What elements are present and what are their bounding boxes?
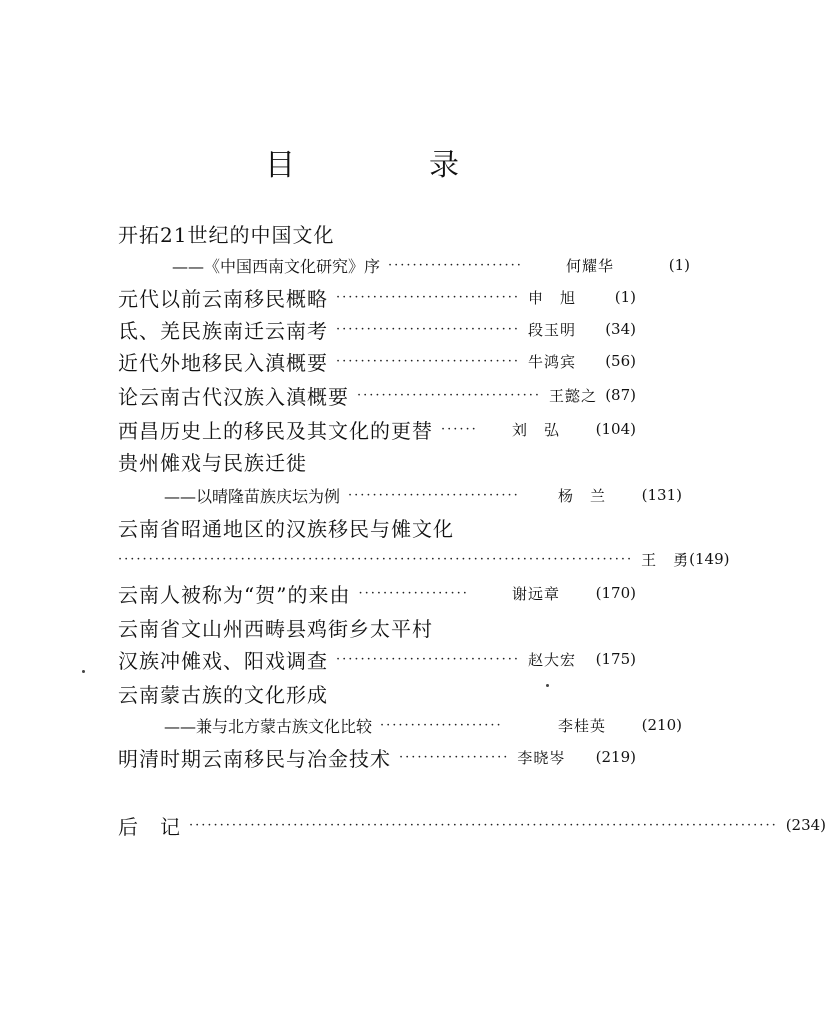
- toc-entry[interactable]: [118, 678, 636, 708]
- toc-entry-page: (175): [595, 650, 636, 668]
- toc-entry-author: 刘 弘: [512, 420, 561, 439]
- toc-entry-page: (1): [614, 288, 636, 306]
- toc-entry[interactable]: [118, 480, 682, 510]
- toc-entry-title: 云南省昭通地区的汉族移民与傩文化: [118, 516, 454, 541]
- toc-entry[interactable]: [118, 544, 730, 574]
- toc-leader-dots: ································································································: [189, 817, 778, 833]
- toc-entry-subtitle: ——《中国西南文化研究》序: [172, 256, 381, 276]
- toc-entry[interactable]: [118, 644, 636, 674]
- toc-entry-title: 西昌历史上的移民及其文化的更替: [118, 418, 433, 443]
- toc-entry[interactable]: [118, 380, 636, 410]
- toc-entry-author: 李晓岑: [517, 748, 566, 767]
- toc-entry-page: (234): [785, 816, 826, 834]
- toc-leader-dots: ····················: [380, 717, 503, 733]
- toc-entry-page: (170): [595, 584, 636, 602]
- page-title: 目 录: [265, 148, 511, 183]
- toc-entry-title: 后 记: [118, 814, 181, 839]
- toc-entry-author: 赵大宏: [527, 650, 576, 669]
- toc-entry-title: 云南蒙古族的文化形成: [118, 682, 328, 707]
- toc-entry[interactable]: [118, 218, 636, 248]
- toc-entry[interactable]: [118, 250, 690, 280]
- toc-entry-author: 何耀华: [566, 256, 615, 275]
- toc-entry-author: 段玉明: [527, 320, 576, 339]
- toc-entry-title: 贵州傩戏与民族迁徙: [118, 450, 307, 475]
- toc-leader-dots: ····························: [348, 487, 520, 503]
- toc-entry-page: (1): [668, 256, 690, 274]
- toc-entry-author: 申 旭: [527, 288, 576, 307]
- toc-entry-page: (87): [605, 386, 636, 404]
- toc-leader-dots: ····················································································: [118, 551, 634, 567]
- toc-entry-afterword[interactable]: [118, 810, 826, 840]
- toc-entry[interactable]: [118, 512, 636, 542]
- toc-entry[interactable]: [118, 346, 636, 376]
- toc-entry[interactable]: [118, 742, 636, 772]
- toc-entry-page: (149): [689, 550, 730, 568]
- toc-entry-page: (34): [605, 320, 636, 338]
- toc-entry-page: (104): [595, 420, 636, 438]
- toc-entry-title: 开拓21世纪的中国文化: [118, 222, 335, 247]
- toc-entry-title: 明清时期云南移民与冶金技术: [118, 746, 391, 771]
- toc-entry[interactable]: [118, 446, 636, 476]
- toc-leader-dots: ··················: [358, 585, 469, 601]
- toc-entry-subtitle: ——兼与北方蒙古族文化比较: [164, 716, 373, 736]
- toc-leader-dots: ······························: [336, 353, 520, 369]
- toc-entry-author: 谢远章: [512, 584, 561, 603]
- toc-leader-dots: ······: [441, 421, 478, 437]
- toc-entry-author: 李桂英: [558, 716, 607, 735]
- toc-leader-dots: ······························: [357, 387, 541, 403]
- toc-entry-author: 杨 兰: [558, 486, 607, 505]
- toc-entry-page: (219): [595, 748, 636, 766]
- toc-entry[interactable]: [118, 578, 636, 608]
- toc-entry-subtitle: ——以晴隆苗族庆坛为例: [164, 486, 341, 506]
- toc-leader-dots: ······························: [336, 289, 520, 305]
- toc-entry-title: 论云南古代汉族入滇概要: [118, 384, 349, 409]
- toc-entry-author: 牛鸿宾: [527, 352, 576, 371]
- scan-speck: [82, 670, 85, 673]
- toc-entry-page: (56): [605, 352, 636, 370]
- toc-entry[interactable]: [118, 282, 636, 312]
- toc-entry-page: (131): [641, 486, 682, 504]
- toc-leader-dots: ······························: [336, 321, 520, 337]
- toc-leader-dots: ······················: [388, 257, 523, 273]
- toc-entry-author: 王懿之: [548, 386, 597, 405]
- toc-entry-title: 汉族冲傩戏、阳戏调查: [118, 648, 328, 673]
- toc-entry-title: 氐、羌民族南迁云南考: [118, 318, 328, 343]
- toc-entry[interactable]: [118, 612, 636, 642]
- scan-speck: [546, 684, 549, 687]
- toc-entry[interactable]: [118, 314, 636, 344]
- toc-leader-dots: ··················: [399, 749, 510, 765]
- toc-entry-title: 云南省文山州西畴县鸡街乡太平村: [118, 616, 433, 641]
- toc-entry-author: 王 勇: [641, 550, 690, 569]
- toc-leader-dots: ······························: [336, 651, 520, 667]
- toc-entry-title: 近代外地移民入滇概要: [118, 350, 328, 375]
- toc-entry-title: 元代以前云南移民概略: [118, 286, 328, 311]
- toc-entry[interactable]: [118, 710, 682, 740]
- toc-entry-page: (210): [641, 716, 682, 734]
- toc-entry[interactable]: [118, 414, 636, 444]
- toc-entry-title: 云南人被称为“贺”的来由: [118, 582, 351, 607]
